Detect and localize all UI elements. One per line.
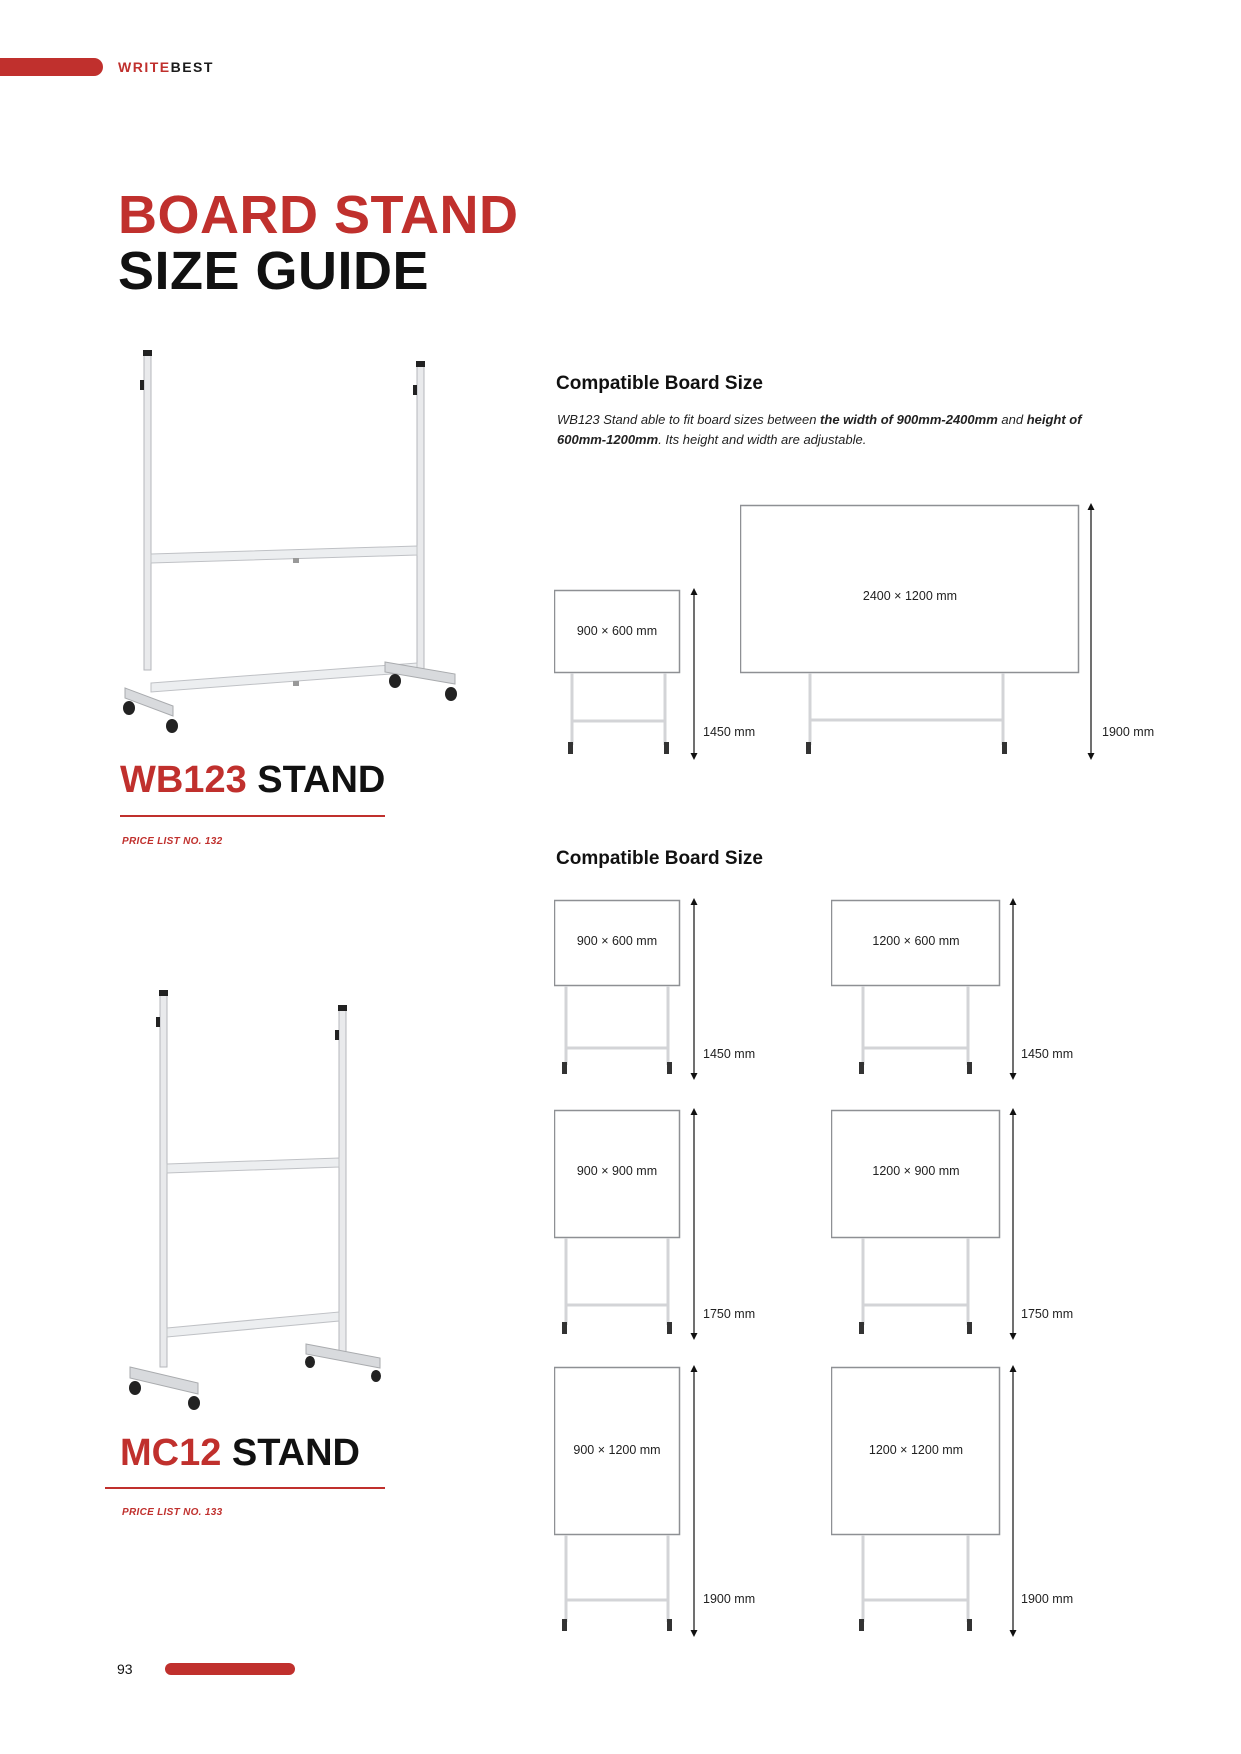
stand-height-label: 1750 mm — [703, 1307, 756, 1321]
page-title-line2: SIZE GUIDE — [118, 241, 430, 301]
wb123-description — [557, 410, 1117, 450]
board-size-label: 900 × 1200 mm — [573, 1443, 661, 1457]
header-accent-bar — [0, 58, 103, 76]
board-size-label: 900 × 600 mm — [576, 624, 658, 638]
mc12-diagram-900x1200 — [554, 1362, 774, 1637]
wb123-compatible-heading: Compatible Board Size — [556, 373, 763, 394]
wb123-diagram-2400x1200 — [740, 500, 1170, 760]
page-number: 93 — [117, 1661, 133, 1677]
stand-height-label: 1450 mm — [703, 1047, 756, 1061]
desc-part3: . Its height and width are adjustable. — [658, 432, 867, 447]
mc12-code: MC12 — [120, 1432, 222, 1474]
footer-accent-bar — [165, 1663, 295, 1675]
desc-part2: and — [997, 412, 1027, 427]
brand-logo — [118, 59, 214, 75]
wb123-code: WB123 — [120, 759, 247, 801]
mc12-diagram-1200x900 — [831, 1105, 1091, 1340]
mc12-diagram-900x900 — [554, 1105, 774, 1340]
stand-height-label: 1900 mm — [1102, 725, 1155, 739]
wb123-stand-image — [115, 350, 475, 745]
board-size-label: 900 × 900 mm — [576, 1164, 658, 1178]
stand-height-label: 1750 mm — [1021, 1307, 1074, 1321]
mc12-divider — [105, 1487, 385, 1489]
stand-height-label: 1450 mm — [703, 725, 756, 739]
mc12-diagram-1200x1200 — [831, 1362, 1091, 1637]
desc-bold1: the width of 900mm-2400mm — [820, 412, 998, 427]
stand-height-label: 1900 mm — [703, 1592, 756, 1606]
stand-height-label: 1900 mm — [1021, 1592, 1074, 1606]
mc12-diagram-1200x600 — [831, 895, 1091, 1080]
brand-part1: WRITE — [118, 59, 171, 75]
brand-part2: BEST — [170, 59, 214, 75]
board-size-label: 900 × 600 mm — [576, 934, 658, 948]
board-size-label: 2400 × 1200 mm — [862, 589, 958, 603]
mc12-compatible-heading: Compatible Board Size — [556, 848, 763, 869]
desc-bold2: height of 600mm-1200mm — [557, 412, 1082, 447]
stand-height-label: 1450 mm — [1021, 1047, 1074, 1061]
wb123-stand-title — [120, 760, 385, 800]
board-size-label: 1200 × 900 mm — [872, 1164, 960, 1178]
wb123-divider — [120, 815, 385, 817]
mc12-stand-word: STAND — [221, 1432, 360, 1474]
mc12-stand-title — [120, 1433, 360, 1473]
wb123-price-list: PRICE LIST NO. 132 — [122, 836, 223, 847]
mc12-stand-image — [118, 990, 398, 1410]
page-title-line1: BOARD STAND — [118, 185, 519, 245]
wb123-stand-word: STAND — [246, 759, 386, 801]
board-size-label: 1200 × 1200 mm — [868, 1443, 964, 1457]
board-size-label: 1200 × 600 mm — [872, 934, 960, 948]
desc-part1: WB123 Stand able to fit board sizes between — [557, 412, 821, 427]
mc12-diagram-900x600 — [554, 895, 774, 1080]
mc12-price-list: PRICE LIST NO. 133 — [122, 1507, 223, 1518]
